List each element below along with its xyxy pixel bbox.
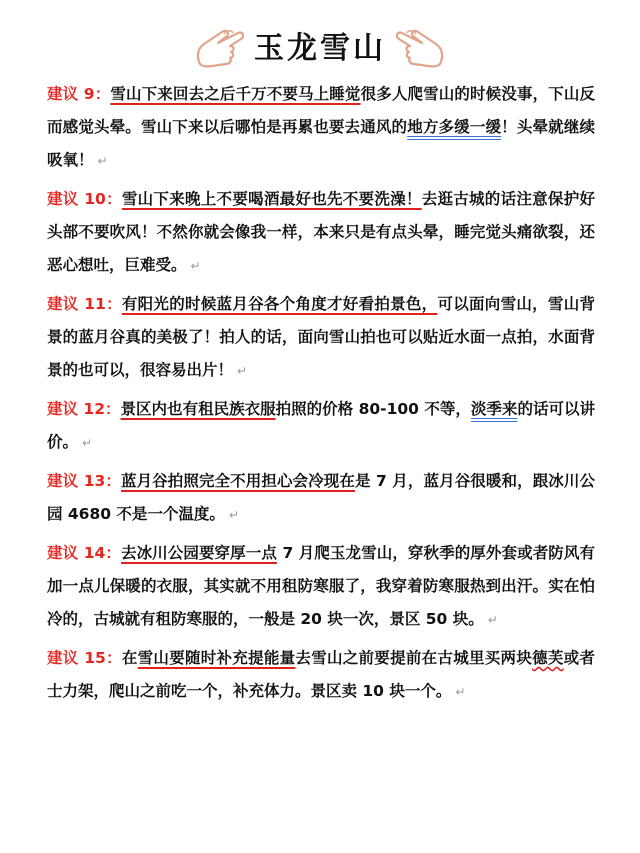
tip-text: 雪山要随时补充提能量: [137, 649, 296, 667]
tip-text: ！头晕就继续吸氧！: [47, 118, 595, 169]
paragraph-mark-icon: ↵: [237, 364, 248, 378]
tip-text: 的话可以讲价。: [47, 400, 595, 451]
title-bar: [0, 14, 640, 76]
paragraph-mark-icon: ↵: [190, 259, 201, 273]
tip-paragraph: [47, 465, 595, 532]
tip-text: 有阳光的时候蓝月谷各个角度才好看拍景色，: [121, 295, 438, 313]
tip-paragraph: [47, 393, 595, 460]
tip-text: 德芙: [532, 649, 564, 667]
tip-text: 雪山下来晚上不要喝酒最好也先不要洗澡！: [121, 190, 422, 208]
tip-text: 去雪山之前要提前在古城里买两块: [295, 649, 533, 667]
tip-text: 淡季来: [470, 400, 518, 418]
tip-paragraph: [47, 642, 595, 709]
tip-text: 去冰川公园要穿厚一点: [120, 544, 277, 562]
tip-label: 建议 11：: [47, 295, 122, 313]
paragraph-mark-icon: ↵: [82, 436, 93, 450]
tip-label: 建议 9：: [47, 85, 111, 103]
tips-list: [47, 78, 595, 714]
paragraph-mark-icon: ↵: [455, 685, 466, 699]
tip-label: 建议 12：: [47, 400, 121, 418]
tip-text: 地方多缓一缓: [407, 118, 502, 136]
tip-text: 拍照的价格 80-100 不等，: [275, 400, 471, 418]
paragraph-mark-icon: ↵: [228, 508, 239, 522]
tip-paragraph: [47, 537, 595, 637]
tip-label: 建议 13：: [47, 472, 121, 490]
tip-text: 景区内也有租民族衣服: [120, 400, 276, 418]
tip-paragraph: [47, 183, 595, 283]
tip-label: 建议 14：: [47, 544, 121, 562]
tip-text: 去逛古城的话注意保护好头部不要吹风！不然你就会像我一样，本来只是有点头晕，睡完觉头痛欲裂，还恶心想吐，巨难受。: [47, 190, 595, 274]
tip-text: 7 月爬玉龙雪山，穿秋季的厚外套或者防风有加一点儿保暖的衣服，其实就不用租防寒服了，我穿着防寒服热到出汗。实在怕冷的，古城就有租防寒服的，一般是 20 块一次，景区 50 块。: [47, 544, 595, 628]
page-title: 玉龙雪山: [254, 31, 386, 66]
tip-text: 是 7 月，蓝月谷很暖和，跟冰川公园 4680 不是一个温度。: [47, 472, 595, 523]
tip-text: 在: [121, 649, 138, 667]
tip-text: 蓝月谷拍照完全不用担心会冷现在: [120, 472, 355, 490]
tip-text: 或者士力架，爬山之前吃一个，补充体力。景区卖 10 块一个。: [47, 649, 595, 700]
tip-label: 建议 10：: [47, 190, 122, 208]
tip-paragraph: [47, 78, 595, 178]
tip-paragraph: [47, 288, 595, 388]
tip-text: 可以面向雪山，雪山背景的蓝月谷真的美极了！拍人的话，面向雪山拍也可以贴近水面一点拍，水面背景的也可以，很容易出片！: [47, 295, 595, 379]
tip-text: 雪山下来回去之后千万不要马上睡觉: [110, 85, 361, 103]
tip-label: 建议 15：: [47, 649, 122, 667]
paragraph-mark-icon: ↵: [97, 154, 108, 168]
paragraph-mark-icon: ↵: [487, 613, 498, 627]
tip-text: 很多人爬雪山的时候没事，下山反而感觉头晕。雪山下来以后哪怕是再累也要去通风的: [47, 85, 595, 136]
pointing-hand-icon: [194, 20, 248, 70]
pointing-hand-icon: [392, 20, 446, 70]
